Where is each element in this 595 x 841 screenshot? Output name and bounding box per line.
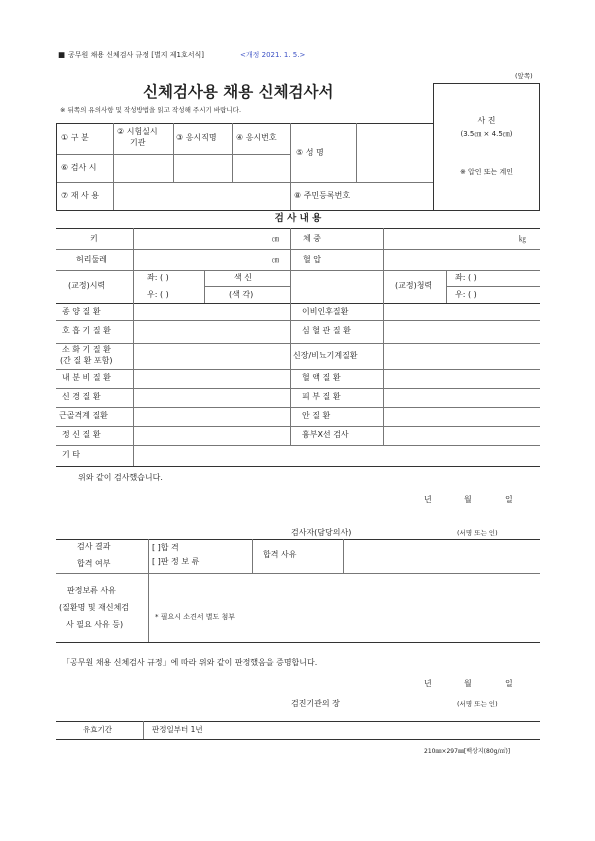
pass-checkbox[interactable]: [ ]합 격: [152, 543, 179, 552]
blood-pressure-label: 혈 압: [303, 255, 321, 264]
certify-day: 일: [505, 679, 513, 688]
certify-year: 년: [424, 679, 432, 688]
height-unit: ㎝: [272, 235, 279, 243]
disease-digestive: 소 화 기 질 환: [62, 345, 111, 354]
examiner-label: 검사자(담당의사): [291, 528, 352, 537]
header-square: ■: [58, 50, 66, 59]
disease-mental: 정 신 질 환: [62, 430, 101, 439]
photo-size: (3.5㎝ × 4.5㎝): [460, 130, 513, 138]
disease-musculoskeletal: 근골격계 질환: [59, 411, 108, 420]
front-page-label: (앞쪽): [515, 72, 533, 80]
disease-renal: 신장/비뇨기계질환: [293, 351, 358, 360]
reexam-label: ⑦ 재 사 용: [61, 191, 99, 200]
hold-reason-label-2: (질환명 및 재신체검: [59, 603, 130, 612]
hold-reason-label: 판정보류 사유: [67, 586, 116, 595]
classification-label: ① 구 분: [61, 133, 89, 142]
hearing-left: 좌: ( ): [455, 273, 477, 282]
resident-number-label: ⑧ 주민등록번호: [294, 191, 351, 200]
disease-ent: 이비인후질환: [302, 307, 349, 316]
disease-neurologic: 신 경 질 환: [62, 392, 101, 401]
vision-label: (교정)시력: [68, 281, 106, 290]
waist-unit: ㎝: [272, 256, 279, 264]
height-label: 키: [90, 234, 98, 243]
attachment-note: * 필요시 소견서 별도 첨부: [155, 613, 236, 621]
exam-section-title: 검 사 내 용: [274, 213, 322, 224]
color-vision-label-2: (색 각): [229, 290, 254, 299]
revision-label: <개정 2021. 1. 5.>: [240, 51, 306, 59]
disease-tumor: 종 양 질 환: [62, 307, 101, 316]
waist-label: 허리둘레: [76, 255, 107, 264]
disease-skin: 피 부 질 환: [302, 392, 341, 401]
examiner-sign: (서명 또는 인): [457, 529, 498, 537]
result-label-2: 합격 여부: [77, 559, 111, 568]
position-label: ③ 응시직명: [176, 133, 217, 142]
hold-checkbox[interactable]: [ ]판 정 보 류: [152, 557, 200, 566]
institution-head-label: 검진기관의 장: [291, 699, 340, 708]
vision-left: 좌: ( ): [147, 273, 169, 282]
disease-endocrine: 내 분 비 질 환: [62, 373, 111, 382]
pass-reason-label: 합격 사유: [263, 550, 297, 559]
certify-statement: 「공무원 채용 신체검사 규정」에 따라 위와 같이 판정했음을 증명합니다.: [62, 658, 318, 667]
hearing-label: (교정)청력: [395, 281, 433, 290]
hearing-right: 우: ( ): [455, 290, 477, 299]
exam-org-label-2: 기관: [130, 138, 146, 147]
disease-chest-xray: 흉부X선 검사: [302, 430, 349, 439]
color-vision-label: 색 신: [234, 273, 252, 282]
validity-value: 판정일부터 1년: [152, 725, 203, 734]
disease-eye: 안 질 환: [302, 411, 331, 420]
result-label: 검사 결과: [77, 542, 111, 551]
exam-year: 년: [424, 495, 432, 504]
disease-cardiovascular: 심 혈 관 질 환: [302, 326, 351, 335]
photo-seal-note: ※ 압인 또는 계인: [459, 168, 514, 176]
exam-day: 일: [505, 495, 513, 504]
disease-blood: 혈 액 질 환: [302, 373, 341, 382]
paper-spec: 210㎜×297㎜[백상지(80g/㎡)]: [424, 748, 511, 755]
photo-box: [433, 83, 540, 211]
exam-confirm-statement: 위와 같이 검사했습니다.: [78, 473, 163, 482]
disease-digestive-note: (간 질 환 포함): [60, 356, 113, 365]
disease-other: 기 타: [62, 450, 80, 459]
exam-city-label: ⑥ 검사 시: [61, 163, 97, 172]
validity-label: 유효기간: [83, 725, 112, 734]
regulation-label: 공무원 채용 신체검사 규정 [별지 제1호서식]: [68, 51, 204, 59]
name-label: ⑤ 성 명: [296, 148, 324, 157]
exam-org-label: ② 시험실시: [117, 127, 158, 136]
exam-number-label: ④ 응시번호: [236, 133, 277, 142]
form-title: 신체검사용 채용 신체검사서: [143, 83, 334, 101]
certify-month: 월: [464, 679, 472, 688]
weight-unit: ㎏: [519, 235, 526, 243]
disease-respiratory: 호 흡 기 질 환: [62, 326, 111, 335]
hold-reason-label-3: 사 필요 사유 등): [66, 620, 124, 629]
institution-head-sign: (서명 또는 인): [457, 700, 498, 708]
instruction-notice: ※ 뒤쪽의 유의사항 및 작성방법을 읽고 작성해 주시기 바랍니다.: [60, 106, 242, 114]
photo-label: 사 진: [477, 116, 496, 125]
weight-label: 체 중: [303, 234, 321, 243]
vision-right: 우: ( ): [147, 290, 169, 299]
exam-month: 월: [464, 495, 472, 504]
